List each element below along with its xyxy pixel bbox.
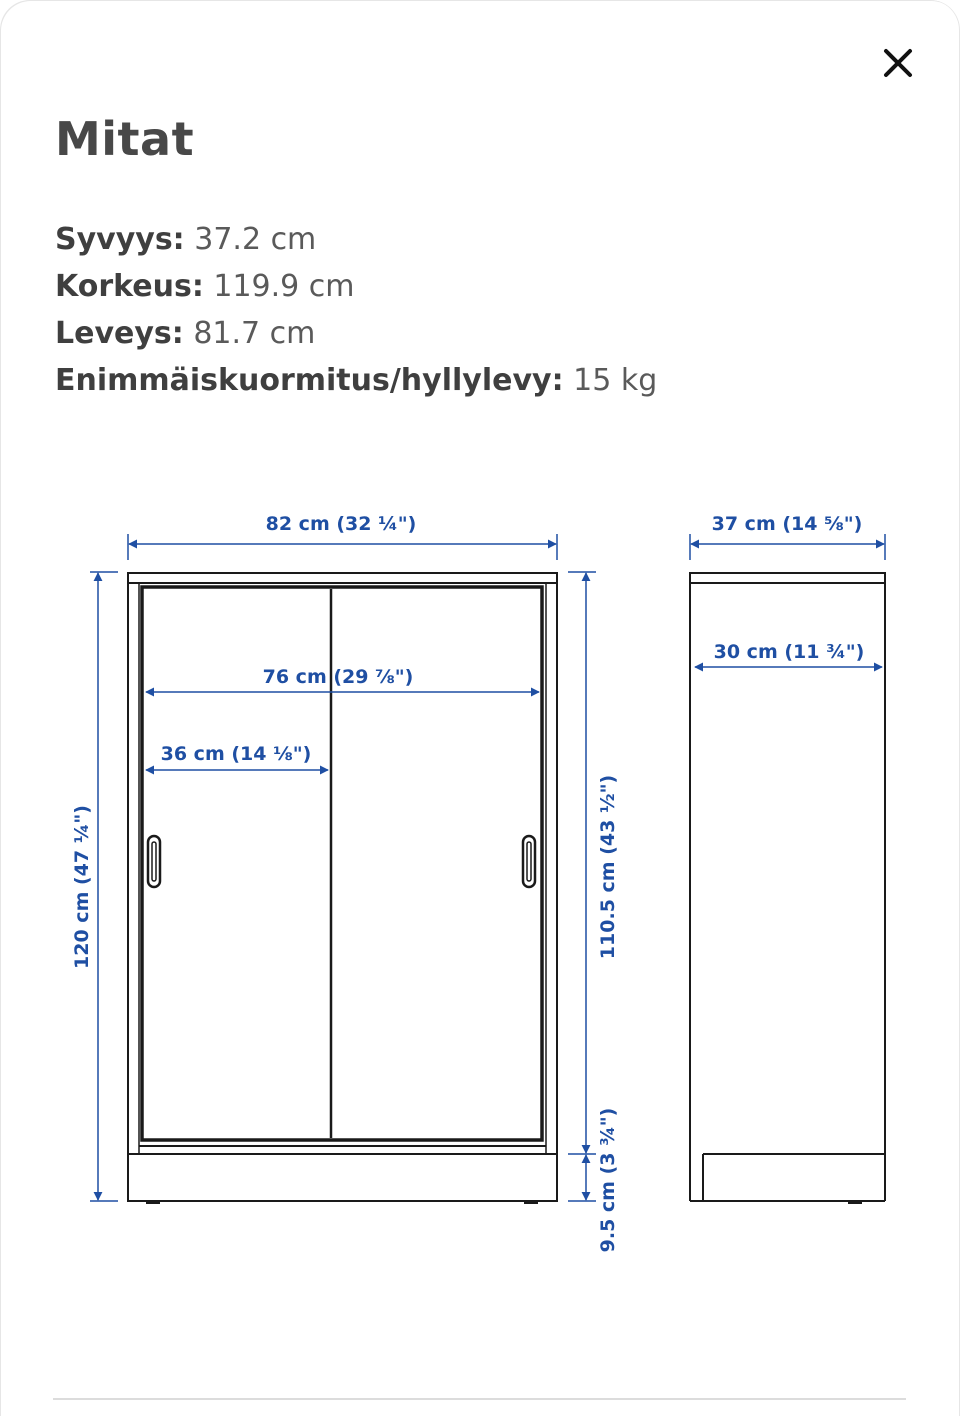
dimension-plinth-height: 9.5 cm (3 ¾") [597,1107,619,1253]
spec-value: 37.2 cm [194,222,317,257]
spec-value: 15 kg [573,363,658,398]
spec-label: Korkeus: [55,269,204,304]
dimension-side-inner-depth: 30 cm (11 ¾") [713,641,865,663]
spec-label: Enimmäiskuormitus/hyllylevy: [55,363,564,398]
spec-label: Leveys: [55,316,184,351]
page-title: Mitat [55,112,195,166]
door-handle-right [523,836,535,887]
dimension-total-width: 82 cm (32 ¼") [265,513,417,535]
bottom-divider [53,1398,906,1400]
dimension-total-height: 120 cm (47 ¼") [71,805,93,969]
spec-label: Syvyys: [55,222,185,257]
dimension-door-width: 36 cm (14 ⅛") [160,743,312,765]
spec-value: 119.9 cm [213,269,355,304]
cabinet-plinth [128,1154,557,1201]
spec-value: 81.7 cm [193,316,316,351]
dimension-inner-width: 76 cm (29 ⅞") [262,666,414,688]
cabinet-top [128,573,557,583]
side-top [690,573,885,583]
dimension-side-depth: 37 cm (14 ⅝") [711,513,863,535]
dimension-lines [90,534,885,1201]
door-handle-left [148,836,160,887]
dimension-door-height: 110.5 cm (43 ½") [597,774,619,960]
